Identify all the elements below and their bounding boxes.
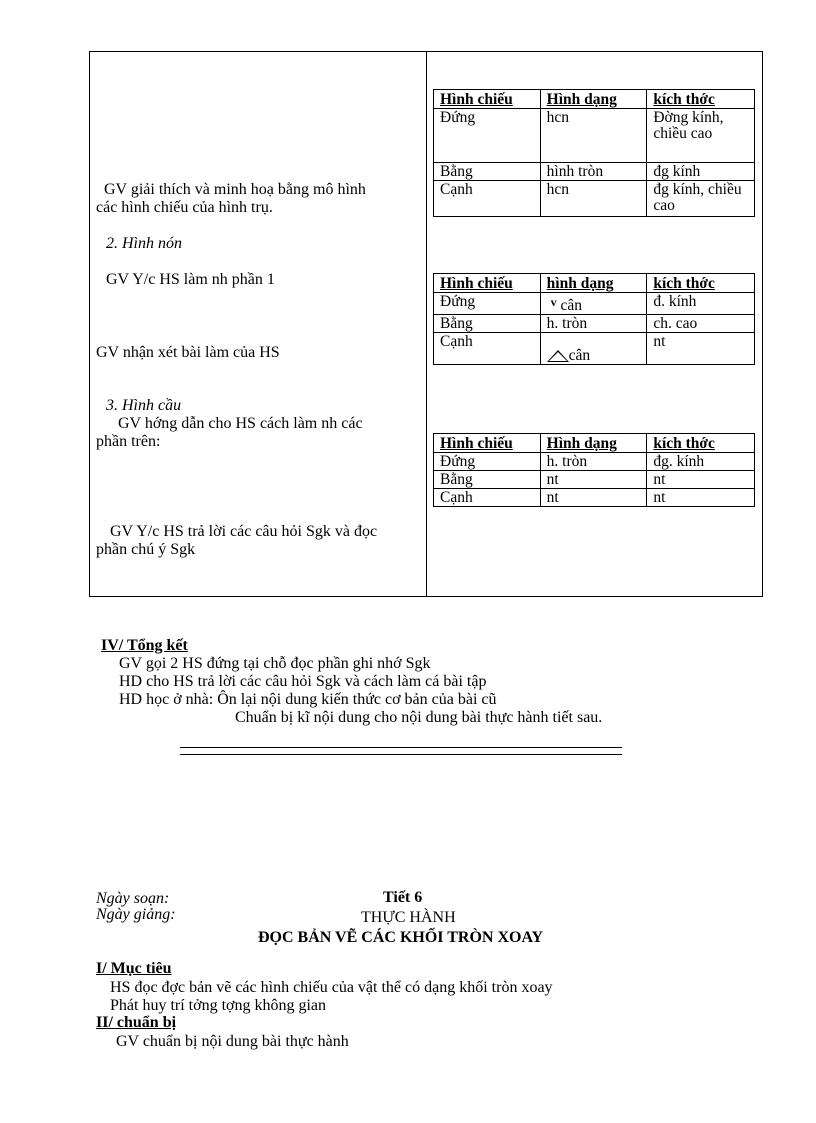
table-header-row	[434, 274, 755, 293]
lesson-title: THỰC HÀNH	[361, 909, 456, 926]
cell: đg kính	[647, 163, 755, 181]
header-projection: Hình chiếu	[434, 274, 541, 293]
cone-review: GV nhận xét bài làm của HS	[96, 344, 280, 361]
cell: hcn	[540, 181, 647, 217]
cone-heading: 2. Hình nón	[106, 235, 182, 252]
header-size: kích thớc	[647, 434, 755, 453]
table-row	[434, 293, 755, 315]
table-row	[434, 489, 755, 507]
cell: Đờng kính, chiều cao	[647, 109, 755, 163]
cell-text: cân	[568, 347, 591, 364]
cell: nt	[647, 471, 755, 489]
cell: Đứng	[434, 453, 541, 471]
cell: Đứng	[434, 109, 541, 163]
cell: hình tròn	[540, 163, 647, 181]
cell: Cạnh	[434, 489, 541, 507]
summary-line4: Chuẩn bị kĩ nội dung cho nội dung bài thực hành tiết sau.	[235, 709, 603, 726]
summary-line3: HD học ở nhà: Ôn lại nội dung kiến thức cơ bản của bài cũ	[119, 691, 497, 708]
header-shape: Hình dạng	[540, 434, 647, 453]
date-prepared: Ngày soạn:	[96, 890, 170, 907]
cell: h. tròn	[540, 315, 647, 333]
objective-1: HS đọc đợc bản vẽ các hình chiếu của vật thể có dạng khối tròn xoay	[110, 979, 553, 996]
sphere-guide-line1: GV hớng dẫn cho HS cách làm nh các	[118, 415, 363, 432]
sphere-guide-line2: phần trên:	[96, 433, 161, 450]
objectives-heading: I/ Mục tiêu	[96, 960, 172, 977]
cell: Cạnh	[434, 181, 541, 217]
table-row	[434, 333, 755, 365]
table-header-row	[434, 90, 755, 109]
cell: Bằng	[434, 471, 541, 489]
v-mark: v	[550, 295, 557, 309]
cell	[540, 293, 647, 315]
cell: Bằng	[434, 315, 541, 333]
table-row	[434, 163, 755, 181]
header-shape: hình dạng	[540, 274, 647, 293]
header-shape: Hình dạng	[540, 90, 647, 109]
lesson-subtitle: ĐỌC BẢN VẼ CÁC KHỐI TRÒN XOAY	[258, 929, 544, 946]
table-row	[434, 109, 755, 163]
triangle-icon	[547, 350, 569, 362]
summary-line1: GV gọi 2 HS đứng tại chỗ đọc phần ghi nhớ Sgk	[119, 655, 431, 672]
sphere-projection-table	[433, 433, 755, 507]
header-size: kích thớc	[647, 274, 755, 293]
table-row	[434, 453, 755, 471]
table-row	[434, 315, 755, 333]
cell: nt	[540, 489, 647, 507]
cylinder-projection-table	[433, 89, 755, 217]
date-taught: Ngày giảng:	[96, 906, 176, 923]
cell: Bằng	[434, 163, 541, 181]
cell: Đứng	[434, 293, 541, 315]
cylinder-note-line1: GV giải thích và minh hoạ bằng mô hình	[104, 181, 366, 198]
cell: đ. kính	[647, 293, 755, 315]
preparation-heading: II/ chuẩn bị	[96, 1014, 177, 1031]
table-row	[434, 181, 755, 217]
column-divider	[426, 51, 427, 597]
summary-heading: IV/ Tổng kết	[101, 637, 188, 654]
cell: ch. cao	[647, 315, 755, 333]
cell-text: cân	[560, 297, 583, 314]
cell: Cạnh	[434, 333, 541, 365]
header-size: kích thớc	[647, 90, 755, 109]
cell: h. tròn	[540, 453, 647, 471]
cell: nt	[540, 471, 647, 489]
cell: nt	[647, 489, 755, 507]
table-header-row	[434, 434, 755, 453]
separator-rule	[180, 747, 622, 755]
cone-task: GV Y/c HS làm nh phần 1	[106, 271, 275, 288]
questions-line1: GV Y/c HS trả lời các câu hỏi Sgk và đọc	[110, 523, 378, 540]
objective-2: Phát huy trí tởng tợng không gian	[110, 997, 327, 1014]
period-label: Tiết 6	[383, 889, 423, 906]
cylinder-note-line2: các hình chiếu của hình trụ.	[96, 199, 273, 216]
preparation-1: GV chuẩn bị nội dung bài thực hành	[116, 1033, 349, 1050]
header-projection: Hình chiếu	[434, 434, 541, 453]
cell: đg kính, chiều cao	[647, 181, 755, 217]
questions-line2: phần chú ý Sgk	[96, 541, 196, 558]
header-projection: Hình chiếu	[434, 90, 541, 109]
cell: nt	[647, 333, 755, 365]
cell: hcn	[540, 109, 647, 163]
cell	[540, 333, 647, 365]
cell: đg. kính	[647, 453, 755, 471]
sphere-heading: 3. Hình cầu	[106, 397, 182, 414]
cone-projection-table	[433, 273, 755, 365]
summary-line2: HD cho HS trả lời các câu hỏi Sgk và cách làm cá bài tập	[119, 673, 487, 690]
table-row	[434, 471, 755, 489]
